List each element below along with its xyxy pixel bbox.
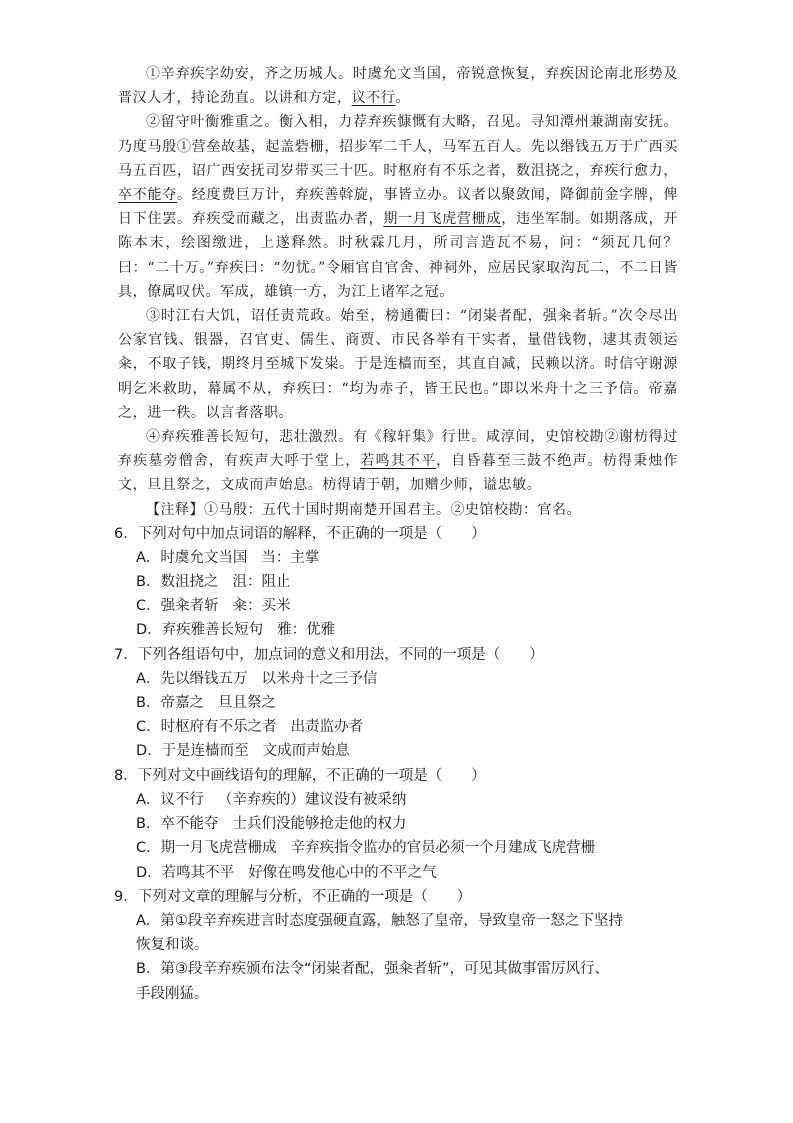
question-7-stem: 7．下列各组语句中，加点词的意义和用法，不同的一项是（ ） — [114, 646, 544, 663]
question-9-stem: 9．下列对文章的理解与分析，不正确的一项是（ ） — [114, 888, 472, 905]
question-9-option-a[interactable]: A．第①段辛弃疾进言时态度强硬直露，触怒了皇帝，导致皇帝一怒之下坚持 恢复和谈。 — [136, 912, 623, 954]
p1-text-end: 。 — [395, 90, 411, 107]
question-6-option-c[interactable]: C．强籴者斩 籴：买米 — [136, 598, 291, 615]
question-6-option-b[interactable]: B．数沮挠之 沮：阻止 — [136, 574, 291, 591]
p2-text-end: ，违坐军制。如期落成，开陈本末，绘图缴进，上遂释然。时秋霖几月，所司言造瓦不易，问：“须瓦几何？曰：“二十万。”弃疾曰：“勿忧。”令厢官自官舍、神祠外，应居民家取沟瓦二，不二日皆具，僚属叹伏。军成，雄镇一方，为江上诸军之冠。 — [118, 211, 678, 300]
p2-text-mid: 。经度费巨万计，弃疾善斡旋，事皆立办。议者以聚敛闻，降御前金字牌，俾日下住罢。弃疾受而藏之，出责监办者， — [118, 187, 678, 228]
underlined-phrase: 若鸣其不平 — [360, 453, 437, 470]
question-7-option-b[interactable]: B．帝嘉之 旦且祭之 — [136, 695, 276, 712]
question-6-stem: 6．下列对句中加点词语的解释，不正确的一项是（ ） — [114, 525, 486, 542]
document-page — [114, 62, 678, 1006]
question-list — [114, 522, 678, 1006]
question-7-option-a[interactable]: A．先以缗钱五万 以米舟十之三予信 — [136, 670, 378, 687]
question-8-option-c[interactable]: C．期一月飞虎营栅成 辛弃疾指令监办的官员必须一个月建成飞虎营栅 — [136, 840, 596, 857]
question-9-option-b[interactable]: B．第③段辛弃疾颁布法令“闭粜者配，强籴者斩”，可见其做事雷厉风行、 手段刚猛。 — [136, 961, 609, 1002]
question-8-option-b[interactable]: B．卒不能夺 士兵们没能够抢走他的权力 — [136, 816, 407, 833]
p4-text-end: ，自昏暮至三鼓不绝声。枋得秉烛作文，旦且祭之，文成而声始息。枋得请于朝，加赠少师，谥忠敏。 — [118, 453, 678, 494]
question-8-option-d[interactable]: D．若鸣其不平 好像在鸣发他心中的不平之气 — [136, 864, 437, 881]
underlined-phrase: 卒不能夺 — [118, 187, 177, 204]
passage-paragraph-2 — [118, 110, 678, 304]
p1-text: ①辛弃疾字幼安，齐之历城人。时虞允文当国，帝锐意恢复，弃疾因论南北形势及晋汉人才，持论劲直。以讲和方定， — [118, 66, 678, 107]
question-8-option-a[interactable]: A．议不行 （辛弃疾的）建议没有被采纳 — [136, 791, 407, 808]
p2-text: ②留守叶衡雅重之。衡入相，力荐弃疾慷慨有大略，召见。寻知潭州兼湖南安抚。乃度马殷①营垒故基，起盖砦栅，招步军二千人，马军五百人。先以缗钱五万于广西买马五百匹，诏广西安抚司岁带买三十匹。时枢府有不乐之者，数沮挠之，弃疾行愈力， — [118, 114, 678, 179]
question-7-option-c[interactable]: C．时枢府有不乐之者 出责监办者 — [136, 719, 364, 736]
question-6-option-d[interactable]: D．弃疾雅善长短句 雅：优雅 — [136, 622, 336, 639]
underlined-phrase: 期一月飞虎营栅成 — [383, 211, 502, 228]
annotation-note: 【注释】①马殷：五代十国时期南楚开国君主。②史馆校勘：官名。 — [146, 501, 581, 518]
p4-text: ④弃疾雅善长短句，悲壮激烈。有《稼轩集》行世。咸淳间，史馆校勘②谢枋得过弃疾墓旁僧舍，有疾声大呼于堂上， — [118, 429, 678, 470]
passage-paragraph-4 — [118, 425, 678, 498]
question-7-option-d[interactable]: D．于是连樯而至 文成而声始息 — [136, 743, 350, 760]
passage-paragraph-3: ③时江右大饥，诏任责荒政。始至，榜通衢曰：“闭粜者配，强籴者斩。”次令尽出公家官钱、银器，召官吏、儒生、商贾、市民各举有干实者，量借钱物，逮其责领运籴，不取子钱，期终月至城下发粜。于是连樯而至，其直自减，民赖以济。时信守谢源明乞米救助，幕属不从，弃疾曰：“均为赤子，皆王民也。”即以米舟十之三予信。帝嘉之，进一秩。以言者落职。 — [118, 308, 678, 421]
question-8-stem: 8．下列对文中画线语句的理解，不正确的一项是（ ） — [114, 767, 486, 784]
passage-paragraph-1 — [118, 62, 678, 110]
underlined-phrase: 议不行 — [351, 90, 396, 107]
question-6-option-a[interactable]: A．时虞允文当国 当：主掌 — [136, 549, 320, 566]
